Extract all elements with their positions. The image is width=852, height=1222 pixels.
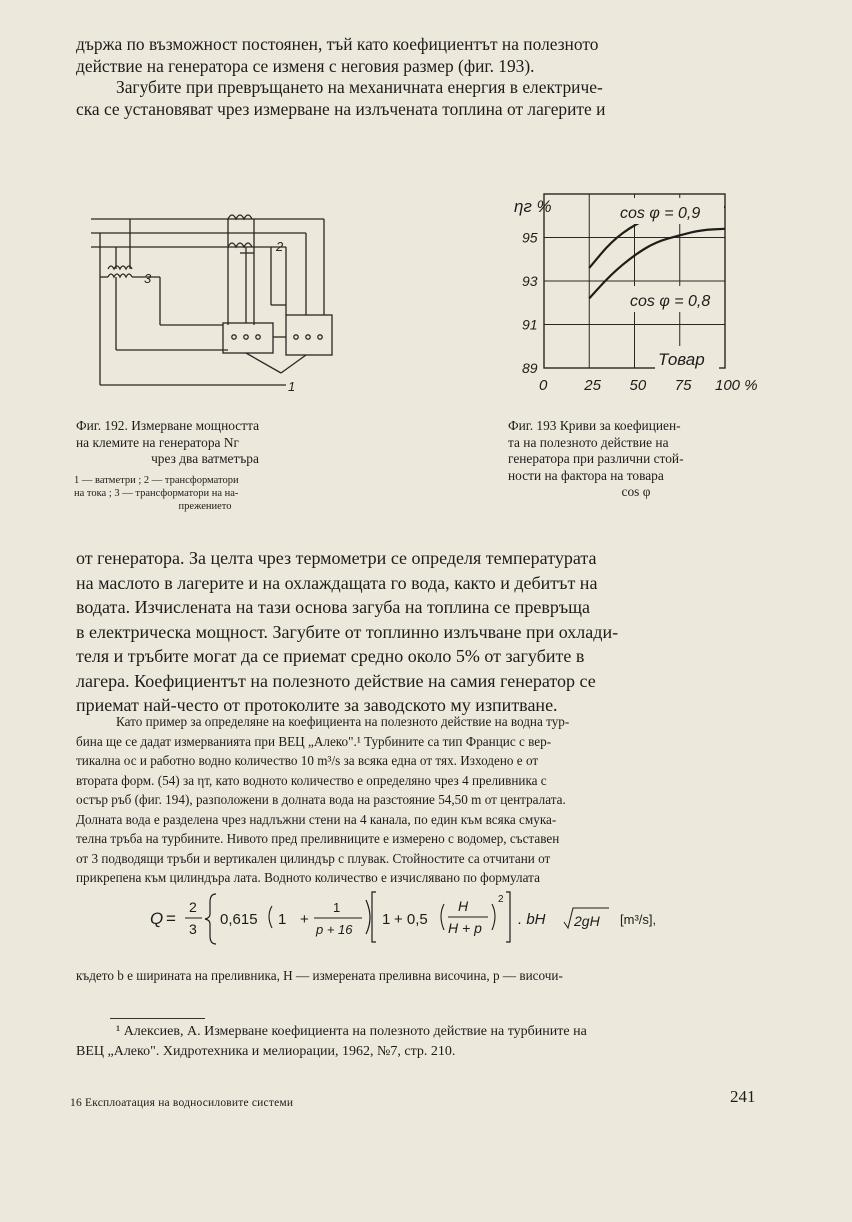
caption-line: генератора при различни стой- bbox=[508, 451, 684, 466]
footnote bbox=[76, 1022, 764, 1061]
footnote-line: ¹ Алексиев, А. Измерване коефициента на полезното действие на турбините на bbox=[116, 1024, 587, 1039]
y-tick-label: 89 bbox=[522, 360, 538, 376]
caption-line: на клемите на генератора Nг bbox=[76, 434, 240, 450]
formula-plus-c: + 0,5 bbox=[394, 911, 428, 928]
caption-line: cos φ bbox=[621, 484, 651, 499]
formula-eq: = bbox=[166, 909, 176, 928]
formula-unit: [m³/s], bbox=[620, 912, 657, 927]
text-line: приемат най-често от протоколите за заводското му изпитване. bbox=[76, 695, 558, 715]
formula-h-den: H + p bbox=[448, 920, 482, 936]
figure-192-legend bbox=[74, 474, 336, 513]
footnote-line: ВЕЦ „Алеко". Хидротехника и мелиорации, 1962, №7, стр. 210. bbox=[76, 1043, 456, 1059]
series-label-cos08: cos φ = 0,8 bbox=[630, 293, 711, 310]
text-line: втората форм. (54) за ηт, като водното количество е определяно чрез 4 преливника с bbox=[76, 772, 547, 788]
mid-paragraph bbox=[76, 546, 764, 718]
y-tick-label: 93 bbox=[522, 273, 538, 289]
top-paragraph bbox=[76, 34, 764, 120]
weir-discharge-formula bbox=[150, 886, 710, 950]
footnote-rule bbox=[110, 1018, 205, 1019]
figure-192-caption bbox=[76, 418, 334, 468]
legend-line: на тока ; 3 — трансформатори на на- bbox=[74, 488, 239, 499]
y-tick-label: 95 bbox=[522, 229, 538, 246]
series-label-cos09: cos φ = 0,9 bbox=[620, 205, 701, 222]
y-axis-label: ηг % bbox=[514, 197, 552, 216]
y-tick-label: 91 bbox=[522, 316, 538, 333]
figure-193-chart bbox=[510, 188, 772, 403]
text-line: Долната вода е разделена чрез надлъжни стени на 4 канала, по един към всяка смука- bbox=[76, 811, 557, 827]
caption-line: та на полезното действие на bbox=[508, 434, 669, 450]
caption-line: Фиг. 192. Измерване мощността bbox=[76, 418, 260, 433]
caption-line: ности на фактора на товара bbox=[508, 467, 664, 483]
after-formula-line: където b е ширината на преливника, H — измерената преливна височина, p — височи- bbox=[76, 968, 563, 983]
figure-193-caption bbox=[508, 418, 764, 501]
x-tick-label: 50 bbox=[629, 377, 647, 394]
x-tick-label: 0 bbox=[539, 377, 548, 394]
formula-inner-num: 1 bbox=[333, 900, 341, 915]
label-3: 3 bbox=[144, 271, 152, 286]
running-footer: 16 Експлоатация на водносиловите системи bbox=[70, 1097, 294, 1109]
label-2: 2 bbox=[276, 239, 284, 254]
formula-root: 2gH bbox=[574, 913, 600, 929]
text-line: действие на генератора се изменя с неговия размер (фиг. 193). bbox=[76, 55, 535, 76]
text-line: тикална ос и работно водно количество 10 m³/s за всяка една от тях. Изходено е от bbox=[76, 753, 539, 768]
page-number: 241 bbox=[730, 1087, 756, 1106]
text-line: ска се установяват чрез измерване на излъчената топлина от лагерите и bbox=[76, 98, 606, 119]
formula-one-b: 1 bbox=[382, 911, 391, 928]
text-line: остър ръб (фиг. 194), разположени в долната вода на разстояние 54,50 m от централата. bbox=[76, 792, 566, 807]
legend-line: 1 — ватметри ; 2 — трансформатори bbox=[74, 475, 239, 486]
text-line: от генератора. За целта чрез термометри се определя температурата bbox=[76, 548, 597, 568]
x-tick-label: 75 bbox=[674, 377, 692, 394]
formula-frac-den: 3 bbox=[189, 921, 197, 937]
text-line: в електрическа мощност. Загубите от топлинно излъчване при охлади- bbox=[76, 621, 619, 642]
text-line: на маслото в лагерите и на охлаждащата го вода, както и дебитът на bbox=[76, 572, 598, 593]
formula-inner-den: p + 16 bbox=[316, 922, 353, 937]
formula-one: 1 bbox=[278, 911, 287, 928]
text-line: теля и тръбите могат да се приемат средно около 5% от загубите в bbox=[76, 646, 585, 666]
formula-tail: . bH bbox=[518, 911, 546, 928]
text-line: от 3 подводящи тръби и вертикален цилиндър с плувак. Стойностите са отчитани от bbox=[76, 850, 551, 866]
text-line: водата. Изчислената на тази основа загуба на топлина се превръща bbox=[76, 597, 590, 617]
x-tick-label: 100 % bbox=[715, 377, 758, 394]
text-line: прикрепена към цилиндъра лата. Водното количество е изчислявано по формулата bbox=[76, 870, 540, 885]
caption-line: чрез два ватметъра bbox=[151, 451, 259, 466]
text-line: телна тръба на турбините. Нивото пред преливниците е измерено с водомер, съставен bbox=[76, 831, 560, 846]
formula-plus: + bbox=[300, 911, 309, 928]
text-line: държа по възможност постоянен, тъй като коефициентът на полезното bbox=[76, 34, 599, 54]
formula-power: 2 bbox=[498, 894, 504, 905]
x-tick-label: 25 bbox=[584, 377, 601, 394]
formula-frac-num: 2 bbox=[189, 899, 197, 915]
text-line: бина ще се дадат измерванията при ВЕЦ „Алеко".¹ Турбините са тип Францис с вер- bbox=[76, 733, 552, 749]
formula-lhs: Q bbox=[150, 909, 164, 928]
legend-line: прежението bbox=[178, 501, 232, 512]
caption-line: Фиг. 193 Криви за коефициен- bbox=[508, 418, 681, 433]
text-line: Загубите при превръщането на механичната енергия в електриче- bbox=[116, 77, 603, 97]
text-line: Като пример за определяне на коефициента на полезното действие на водна тур- bbox=[116, 714, 570, 729]
formula-c1: 0,615 bbox=[220, 911, 258, 928]
example-paragraph bbox=[76, 712, 764, 888]
text-line: лагера. Коефициентът на полезното действие на самия генератор се bbox=[76, 670, 596, 691]
label-1: 1 bbox=[288, 379, 296, 394]
formula-h-num: H bbox=[458, 898, 469, 914]
figure-192-circuit bbox=[86, 205, 346, 405]
x-axis-label: Товар bbox=[658, 350, 705, 369]
